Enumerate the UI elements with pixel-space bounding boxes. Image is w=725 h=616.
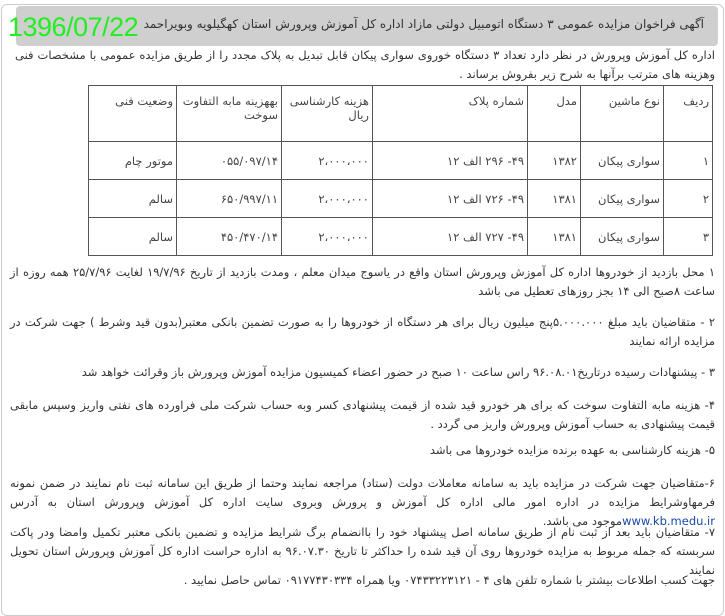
cell-fuel-difference: ۰۵۵/۰۹۷/۱۴ [177,142,282,180]
cell-model: ۱۳۸۱ [528,180,581,218]
table-row [89,180,713,218]
cell-plate: ۴۹- ۲۹۶ الف ۱۲ [373,142,528,180]
col-row-number: ردیف [664,86,713,142]
website-link[interactable]: www.kb.medu.ir [622,514,715,528]
cell-fuel-difference: ۶۵۰/۹۹۷/۱۱ [177,180,282,218]
item-6-text: ۶-متقاضیان جهت شرکت در مزایده باید به سامانه معاملات دولت (ستاد) مراجعه نمایند وحتما از طریق این سامانه ثبت نام نمایند در ضمن نمونه فرمهاوشرایط مزایده در اداره امور مالی اداره کل آموزش و پرورش وبروی سایت اداره کل آموزش وپرورش استان به آدرس [10,476,715,509]
col-plate: شماره پلاک [373,86,528,142]
cell-vehicle-type: سواری پیکان [581,142,664,180]
col-appraisal-cost: هزینه کارشناسی ریال [282,86,373,142]
condition-item-7: ۷- متقاضیان باید بعد از ثبت نام از طریق سامانه اصل پیشنهاد خود را باانضمام برگ شرایط مزایده و تضمین بانکی معتبر تکمیل وامضا ودر پاکت سربسته که جمله مربوط به مزایده خودروها روی آن قید شده را حداکثر تا تاریخ ۹۶.۰۷.۳۰ به اداره حراست اداره کل آموزش وپرورش استان تحویل نمایند [10,525,715,577]
cell-technical-status: سالم [89,180,177,218]
cell-appraisal-cost: ۲،۰۰۰،۰۰۰ [282,180,373,218]
col-model: مدل [528,86,581,142]
cell-model: ۱۳۸۱ [528,218,581,256]
condition-item-3: ۳ - پیشنهادات رسیده درتاریخ۹۶.۰۸.۰۱ راس ساعت ۱۰ صبح در حضور اعضاء کمیسیون مزایده آموزش وپرورش باز وقرائت خواهد شد [81,365,715,379]
date-overlay: 1396/07/22 [8,12,139,42]
col-fuel-difference: بههزینه مابه التفاوت سوخت [177,86,282,142]
cell-vehicle-type: سواری پیکان [581,218,664,256]
contact-info: جهت کسب اطلاعات بیشتر با شماره تلفن های ۴ - ۰۷۴۳۳۲۲۳۱۲۱ ویا همراه ۰۹۱۷۷۴۳۰۳۳۴ تماس حاصل نمایید . [183,573,715,587]
item-6-suffix: موجود می باشد. [542,514,623,528]
cell-appraisal-cost: ۲،۰۰۰،۰۰۰ [282,142,373,180]
intro-paragraph: اداره کل آموزش وپرورش در نظر دارد تعداد ۳ دستگاه خوروی سواری پیکان قابل تبدیل به پلاک مجدد را از طریق مزایده عمومی با مشخصات فنی وهزینه های مترتب برآنها به شرح زیر بفروش برساند . [15,48,716,81]
condition-item-4: ۴- هزینه مابه التفاوت سوخت که برای هر خودرو قید شده از قیمت پیشنهادی کسر وبه حساب شرکت ملی فراورده های نفتی واریز وسپس مابقی قیمت پیشنهادی به حساب آموزش وپرورش واریز می گردد . [10,398,715,431]
condition-item-1: ۱ محل بازدید از خودروها اداره کل آموزش وپرورش استان واقع در یاسوج میدان معلم ، ومدت بازدید از تاریخ ۱۹/۷/۹۶ لغایت ۲۵/۷/۹۶ همه روزه از ساعت ۸صبح الی ۱۴ بجز روزهای تعطیل می باشد [10,265,715,298]
announcement-title: آگهی فراخوان مزایده عمومی ۳ دستگاه اتومبیل دولتی مازاد اداره کل آموزش وپرورش استان کهگیلویه وبویراحمد [143,17,704,31]
cell-technical-status: سالم [89,218,177,256]
cell-technical-status: موتور چام [89,142,177,180]
cell-plate: ۴۹- ۷۲۷ الف ۱۲ [373,218,528,256]
condition-item-5: ۵- هزینه کارشناسی به عهده برنده مزایده خودروها می باشد [429,443,715,457]
condition-item-2: ۲ - متقاضیان باید مبلغ ۵.۰۰۰.۰۰۰پنج میلیون ریال برای هر دستگاه از خودروها را به صورت تضمین بانکی معتبر(بدون قید وشرط ) جهت شرکت در مزایده ارائه نمایند [10,315,715,348]
col-technical-status: وضعیت فنی [89,86,177,142]
cell-row-number: ۲ [664,180,713,218]
cell-model: ۱۳۸۲ [528,142,581,180]
table-header-row [89,86,713,142]
cell-row-number: ۱ [664,142,713,180]
cell-fuel-difference: ۴۵۰/۴۷۰/۱۴ [177,218,282,256]
cell-appraisal-cost: ۲،۰۰۰،۰۰۰ [282,218,373,256]
table-row [89,142,713,180]
cell-vehicle-type: سواری پیکان [581,180,664,218]
col-vehicle-type: نوع ماشین [581,86,664,142]
cell-row-number: ۳ [664,218,713,256]
table-row [89,218,713,256]
vehicles-table [88,85,713,256]
cell-plate: ۴۹- ۷۲۶ الف ۱۲ [373,180,528,218]
